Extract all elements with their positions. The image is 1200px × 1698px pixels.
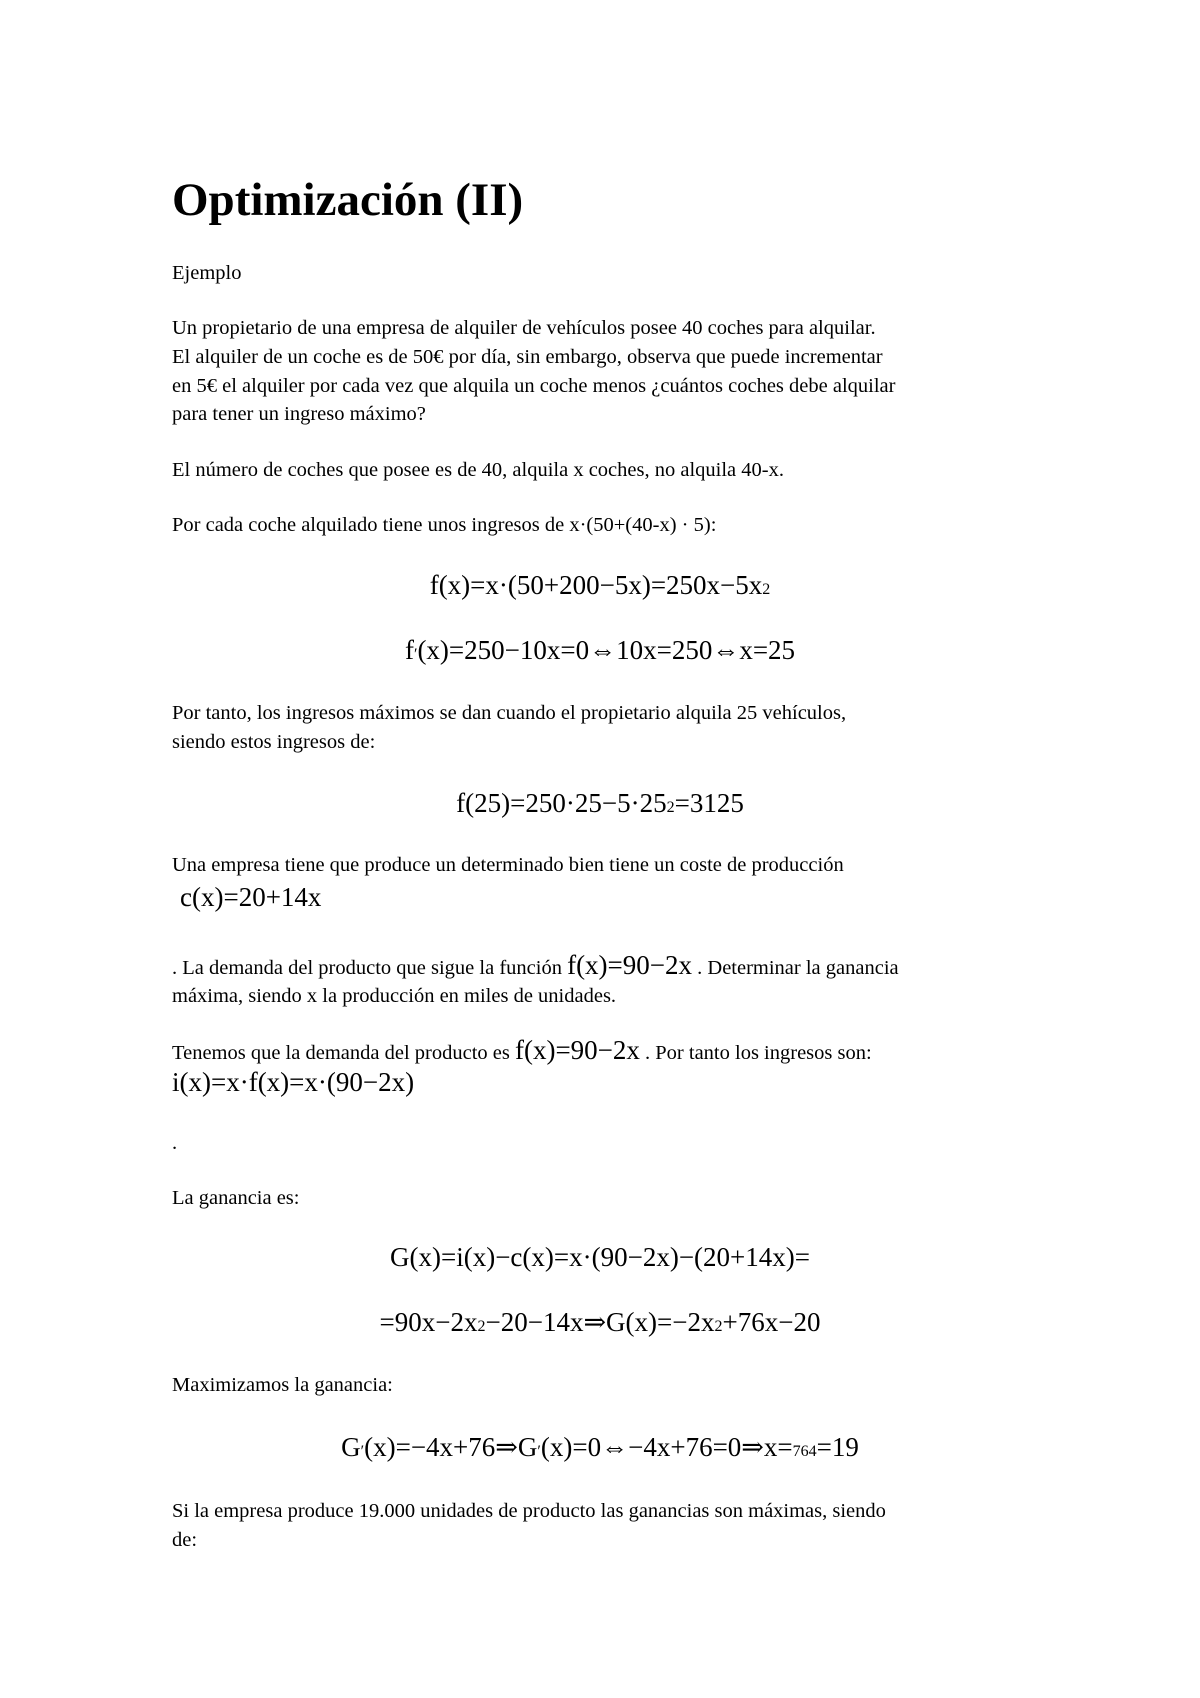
equation-g2-b: −20−14x⇒G(x)=−2x bbox=[485, 1307, 715, 1337]
equation-g2-exponent-1: 2 bbox=[477, 1318, 486, 1335]
equation-fprime-rest: (x)=250−10x=0⇔10x=250⇔x=25 bbox=[417, 635, 796, 665]
equation-g2-exponent-2: 2 bbox=[714, 1318, 723, 1335]
page-title: Optimización (II) bbox=[172, 174, 524, 226]
income-function: i(x)=x·f(x)=x·(90−2x) bbox=[172, 1067, 415, 1097]
equation-gp-b: (x)=−4x+76⇒G bbox=[364, 1432, 538, 1462]
final-line-2: de: bbox=[172, 1529, 198, 1551]
equation-g2-a: =90x−2x bbox=[379, 1307, 478, 1337]
equation-g2-c: +76x−20 bbox=[722, 1307, 821, 1337]
equation-gprime bbox=[0, 1430, 1200, 1469]
income-sentence: Por cada coche alquilado tiene unos ingresos de x·(50+(40-x) · 5): bbox=[172, 514, 717, 536]
problem1-line-3: en 5€ el alquiler por cada vez que alquila un coche menos ¿cuántos coches debe alquilar bbox=[172, 375, 896, 397]
final-line-1: Si la empresa produce 19.000 unidades de producto las ganancias son máximas, siendo bbox=[172, 1500, 886, 1522]
equation-f25-a: f(25)=250·25−5·25 bbox=[456, 788, 667, 818]
have-text-post: . Por tanto los ingresos son: bbox=[639, 1042, 872, 1064]
problem1-line-1: Un propietario de una empresa de alquiler de vehículos posee 40 coches para alquilar. bbox=[172, 317, 876, 339]
equation-gp-fraction: 764 bbox=[792, 1443, 817, 1460]
conclusion-line-2: siendo estos ingresos de: bbox=[172, 731, 376, 753]
equation-f25 bbox=[0, 786, 1200, 825]
demand-function: f(x)=90−2x bbox=[567, 950, 693, 980]
problem2-intro: Una empresa tiene que produce un determinado bien tiene un coste de producción bbox=[172, 854, 844, 876]
cars-sentence: El número de coches que posee es de 40, alquila x coches, no alquila 40-x. bbox=[172, 459, 784, 481]
conclusion-line-1: Por tanto, los ingresos máximos se dan cuando el propietario alquila 25 vehículos, bbox=[172, 702, 847, 724]
equation-fprime-mark: ′ bbox=[413, 646, 418, 663]
equation-f-main: f(x)=x·(50+200−5x)=250x−5x bbox=[429, 570, 763, 600]
demand-text-post: . Determinar la ganancia bbox=[692, 957, 899, 979]
demand-line-2: máxima, siendo x la producción en miles de unidades. bbox=[172, 985, 617, 1007]
problem1-line-2: El alquiler de un coche es de 50€ por día, sin embargo, observa que puede incrementar bbox=[172, 346, 883, 368]
equation-gp-mark-2: ′ bbox=[537, 1443, 541, 1460]
equation-fprime-f: f bbox=[404, 635, 414, 665]
equation-g-line-2 bbox=[0, 1305, 1200, 1344]
have-line bbox=[172, 1035, 872, 1068]
equation-fprime bbox=[0, 633, 1200, 672]
have-text-pre: Tenemos que la demanda del producto es bbox=[172, 1042, 515, 1064]
equation-gp-mark-1: ′ bbox=[360, 1443, 365, 1460]
have-demand-function: f(x)=90−2x bbox=[514, 1035, 640, 1065]
problem1-line-4: para tener un ingreso máximo? bbox=[172, 403, 426, 425]
demand-text-pre: . La demanda del producto que sigue la función bbox=[172, 957, 568, 979]
equation-f-exponent: 2 bbox=[762, 581, 771, 598]
equation-f bbox=[0, 568, 1200, 607]
equation-gp-a: G bbox=[341, 1432, 361, 1462]
cost-function: c(x)=20+14x bbox=[180, 882, 322, 912]
stray-dot: . bbox=[172, 1132, 178, 1154]
demand-line-1 bbox=[172, 950, 899, 983]
section-label: Ejemplo bbox=[172, 262, 242, 284]
equation-gp-d: =19 bbox=[816, 1432, 859, 1462]
equation-g-line-1: G(x)=i(x)−c(x)=x·(90−2x)−(20+14x)= bbox=[390, 1242, 810, 1272]
profit-label: La ganancia es: bbox=[172, 1187, 300, 1209]
maximize-label: Maximizamos la ganancia: bbox=[172, 1374, 393, 1396]
equation-f25-b: =3125 bbox=[674, 788, 744, 818]
equation-f25-exponent: 2 bbox=[666, 799, 675, 816]
equation-gp-c: (x)=0⇔−4x+76=0⇒x= bbox=[540, 1432, 793, 1462]
